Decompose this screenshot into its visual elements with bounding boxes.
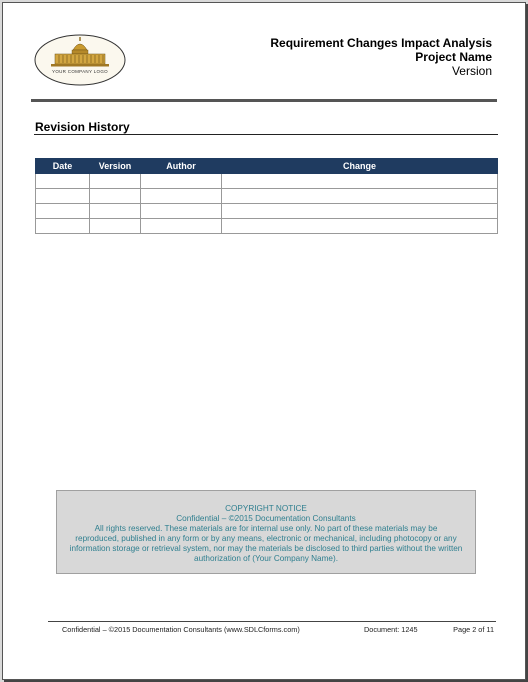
company-logo	[33, 33, 127, 87]
notice-line: information storage or retrieval system, nor may the materials be disclosed to third parties without the written	[69, 544, 463, 553]
table-cell	[36, 204, 90, 219]
document-title: Requirement Changes Impact Analysis	[270, 36, 492, 50]
table-cell	[36, 219, 90, 234]
section-underline	[34, 134, 498, 135]
table-cell	[222, 189, 498, 204]
column-header-date: Date	[36, 159, 90, 174]
table-row	[36, 189, 498, 204]
project-name: Project Name	[415, 50, 492, 64]
notice-line: authorization of (Your Company Name).	[194, 554, 338, 563]
table-row	[36, 219, 498, 234]
document-header	[270, 36, 492, 78]
capitol-building-icon	[33, 33, 127, 87]
header-divider	[31, 99, 497, 102]
footer-divider	[48, 621, 496, 622]
column-header-version: Version	[90, 159, 141, 174]
column-header-author: Author	[141, 159, 222, 174]
table-row	[36, 204, 498, 219]
revision-history-table	[35, 158, 498, 234]
column-header-change: Change	[222, 159, 498, 174]
table-cell	[90, 204, 141, 219]
table-cell	[90, 174, 141, 189]
table-cell	[141, 204, 222, 219]
document-version: Version	[451, 64, 492, 78]
notice-line: reproduced, published in any form or by any means, electronic or mechanical, including photocopy or any	[75, 534, 457, 543]
footer-page-number: Page 2 of 11	[453, 625, 494, 634]
table-cell	[141, 189, 222, 204]
table-cell	[141, 219, 222, 234]
notice-heading: COPYRIGHT NOTICE	[225, 504, 307, 513]
table-cell	[222, 204, 498, 219]
notice-line: Confidential – ©2015 Documentation Consultants	[176, 514, 356, 523]
table-cell	[222, 219, 498, 234]
table-cell	[36, 174, 90, 189]
table-header-row	[36, 159, 498, 174]
table-cell	[36, 189, 90, 204]
table-row	[36, 174, 498, 189]
footer-document-number: Document: 1245	[364, 625, 418, 634]
footer-confidential: Confidential – ©2015 Documentation Consultants (www.SDLCforms.com)	[62, 625, 300, 634]
section-title: Revision History	[35, 120, 130, 134]
copyright-notice	[56, 490, 476, 574]
document-page	[2, 2, 526, 680]
logo-text: YOUR COMPANY LOGO	[52, 69, 108, 74]
notice-line: All rights reserved. These materials are for internal use only. No part of these materials may be	[94, 524, 438, 533]
table-cell	[141, 174, 222, 189]
table-cell	[90, 189, 141, 204]
table-cell	[90, 219, 141, 234]
table-cell	[222, 174, 498, 189]
